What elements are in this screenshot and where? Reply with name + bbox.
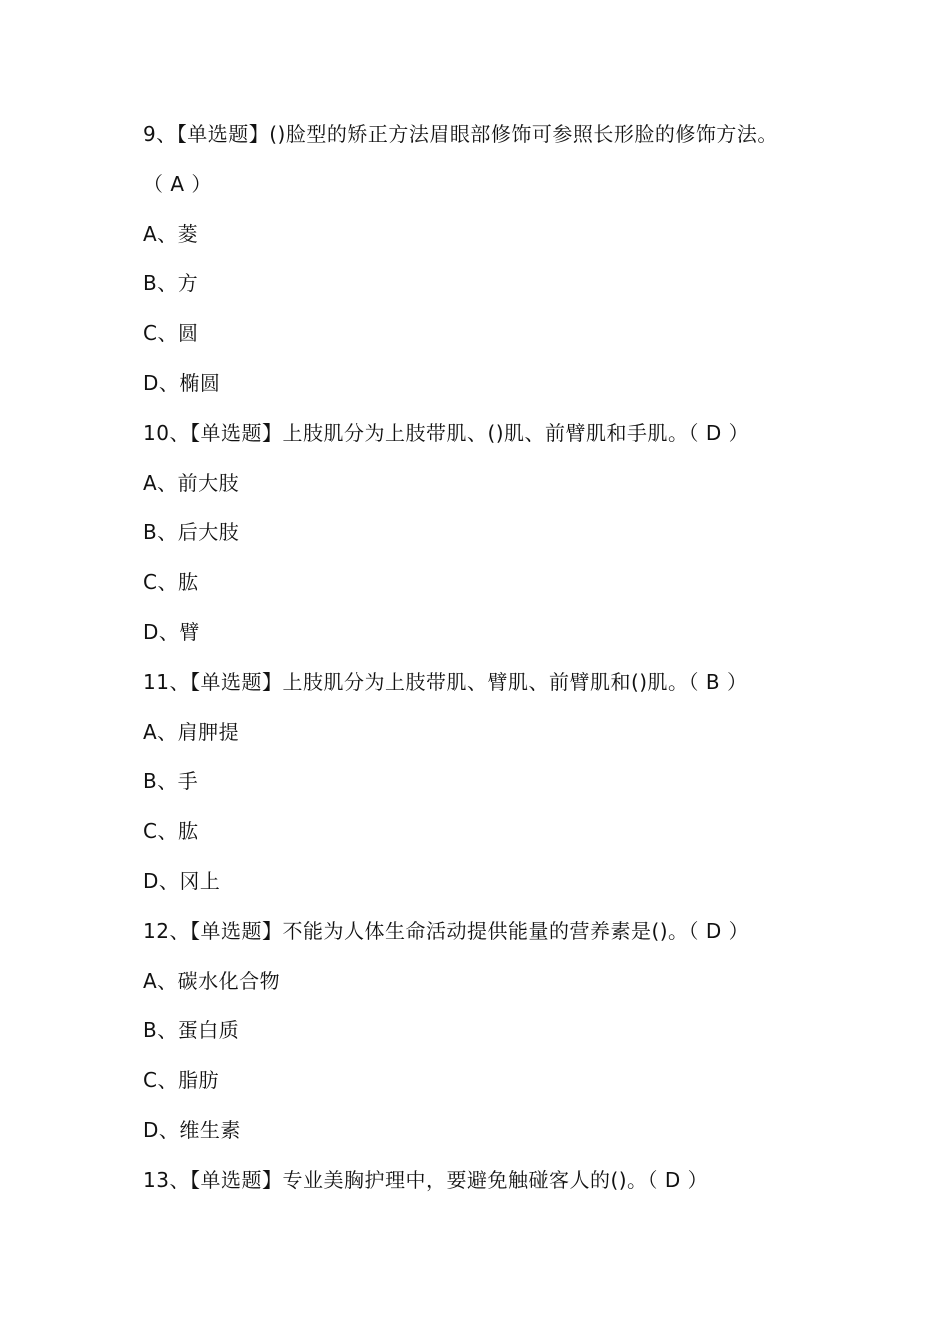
option-a: A、肩胛提 xyxy=(143,719,240,744)
question-list xyxy=(143,110,823,1206)
question-stem: 10、【单选题】上肢肌分为上肢带肌、()肌、前臂肌和手肌。（ D ） xyxy=(143,420,750,445)
option-d: D、臂 xyxy=(143,619,200,644)
option-b: B、蛋白质 xyxy=(143,1018,240,1043)
option-c: C、肱 xyxy=(143,819,199,844)
option-a: A、碳水化合物 xyxy=(143,968,281,993)
option-c: C、脂肪 xyxy=(143,1068,219,1093)
option-d: D、冈上 xyxy=(143,868,221,893)
option-b: B、手 xyxy=(143,769,199,794)
question-stem: 9、【单选题】()脸型的矫正方法眉眼部修饰可参照长形脸的修饰方法。 xyxy=(143,122,778,146)
answer-line: （ A ） xyxy=(143,171,212,196)
option-c: C、肱 xyxy=(143,570,199,595)
option-b: B、方 xyxy=(143,271,199,296)
option-a: A、前大肢 xyxy=(143,470,240,495)
question-stem: 11、【单选题】上肢肌分为上肢带肌、臂肌、前臂肌和()肌。（ B ） xyxy=(143,669,748,694)
option-b: B、后大肢 xyxy=(143,520,240,545)
option-c: C、圆 xyxy=(143,321,199,346)
option-a: A、菱 xyxy=(143,221,199,246)
option-d: D、维生素 xyxy=(143,1117,241,1142)
option-d: D、椭圆 xyxy=(143,370,221,395)
question-stem: 13、【单选题】专业美胸护理中，要避免触碰客人的()。（ D ） xyxy=(143,1167,709,1192)
question-stem: 12、【单选题】不能为人体生命活动提供能量的营养素是()。（ D ） xyxy=(143,918,750,943)
